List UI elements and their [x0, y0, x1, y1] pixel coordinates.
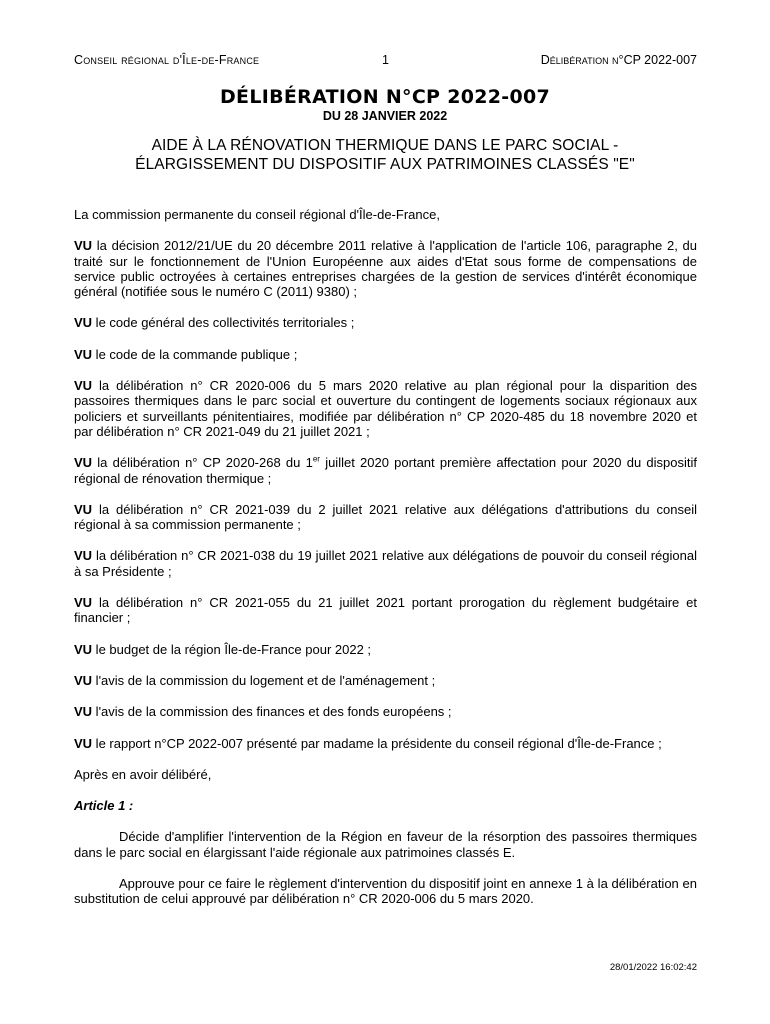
header-ref-code: CP 2022-007: [623, 53, 697, 67]
visa-text: le rapport n°CP 2022-007 présenté par madame la présidente du conseil régional d'Île-de-France ;: [92, 735, 662, 751]
visa-text: le code de la commande publique ;: [92, 346, 298, 362]
vu-label: VU: [74, 378, 93, 394]
article-paragraph: Décide d'amplifier l'intervention de la Région en faveur de la résorption des passoires thermiques dans le parc social en élargissant l'aide régionale aux patrimoines classés E.: [74, 829, 697, 860]
visa-text: la délibération n° CR 2020-006 du 5 mars 2020 relative au plan régional pour la disparition des passoires thermiques dans le parc social et ouverture du contingent de logements sociaux régionaux aux policiers et surveillants pénitentiaires, modifiée par délibération n° CP 2020-485 du 18 novembre 2020 et par délibération n° CR 2021-049 du 21 juillet 2021 ;: [74, 378, 697, 439]
visa-paragraph: [74, 455, 697, 486]
vu-label: VU: [74, 238, 93, 254]
vu-label: VU: [74, 672, 93, 688]
visa-text: la délibération n° CP 2020-268 du 1: [92, 455, 313, 471]
header-deliberation-ref: [541, 53, 697, 67]
visa-text: juillet 2020 portant première affectation pour 2020 du dispositif régional de rénovation thermique ;: [74, 455, 698, 486]
header-ref-prefix: Délibération n°: [540, 53, 624, 67]
visa-text: le budget de la région Île-de-France pour 2022 ;: [92, 641, 372, 657]
visa-paragraph: [74, 502, 697, 533]
visa-paragraph: [74, 642, 697, 657]
vu-label: VU: [74, 346, 93, 362]
document-body: [74, 207, 697, 907]
article-paragraph: Approuve pour ce faire le règlement d'intervention du dispositif joint en annexe 1 à la délibération en substitution de celui approuvé par délibération n° CR 2020-006 du 5 mars 2020.: [74, 876, 697, 907]
visa-text: la décision 2012/21/UE du 20 décembre 2011 relative à l'application de l'article 106, paragraphe 2, du traité sur le fonctionnement de l'Union Européenne aux aides d'Etat sous forme de compensations de service public octroyées à certaines entreprises chargées de la gestion de services d'intérêt économique général (notifiée sous le numéro C (2011) 9380) ;: [74, 238, 697, 300]
visa-paragraph: [74, 736, 697, 751]
visa-text: la délibération n° CR 2021-039 du 2 juillet 2021 relative aux délégations d'attributions du conseil régional à sa commission permanente ;: [74, 501, 697, 533]
timestamp: 28/01/2022 16:02:42: [609, 962, 697, 973]
vu-label: VU: [74, 735, 93, 751]
subject-line-1: AIDE À LA RÉNOVATION THERMIQUE DANS LE PARC SOCIAL -: [151, 137, 619, 154]
visa-text: la délibération n° CR 2021-038 du 19 juillet 2021 relative aux délégations de pouvoir du conseil régional à sa Présidente ;: [74, 548, 697, 579]
article-title: Article 1 :: [74, 798, 134, 814]
subject-line-2: ÉLARGISSEMENT DU DISPOSITIF AUX PATRIMOINES CLASSÉS "E": [135, 156, 635, 173]
vu-label: VU: [74, 704, 93, 720]
subject-heading: [0, 136, 770, 174]
visa-paragraph: [74, 704, 697, 719]
intro-paragraph: La commission permanente du conseil régional d'Île-de-France,: [74, 207, 440, 222]
vu-label: VU: [74, 641, 93, 657]
visa-paragraph: [74, 378, 697, 439]
visa-paragraph: [74, 238, 697, 299]
vu-label: VU: [74, 501, 93, 517]
visa-paragraph: [74, 315, 697, 330]
visa-text: le code général des collectivités territoriales ;: [92, 315, 355, 331]
visa-paragraph: [74, 595, 697, 626]
page-number: 1: [382, 53, 389, 67]
visa-text: l'avis de la commission des finances et des fonds européens ;: [92, 704, 452, 720]
vu-label: VU: [74, 455, 93, 471]
header-council-name: Conseil régional d'Île-de-France: [74, 53, 260, 67]
deliberation-date: DU 28 JANVIER 2022: [322, 109, 448, 123]
visa-text: l'avis de la commission du logement et de l'aménagement ;: [92, 672, 436, 688]
visa-paragraph: [74, 548, 697, 579]
after-deliberation: Après en avoir délibéré,: [74, 766, 212, 782]
visa-paragraph: [74, 673, 697, 688]
visa-paragraph: [74, 347, 697, 362]
ordinal-suffix: er: [312, 454, 320, 464]
vu-label: VU: [74, 595, 93, 611]
visa-text: la délibération n° CR 2021-055 du 21 juillet 2021 portant prorogation du règlement budgétaire et financier ;: [74, 595, 697, 626]
page-title: DÉLIBÉRATION N°CP 2022-007: [219, 86, 551, 108]
vu-label: VU: [74, 548, 93, 564]
vu-label: VU: [74, 315, 93, 331]
